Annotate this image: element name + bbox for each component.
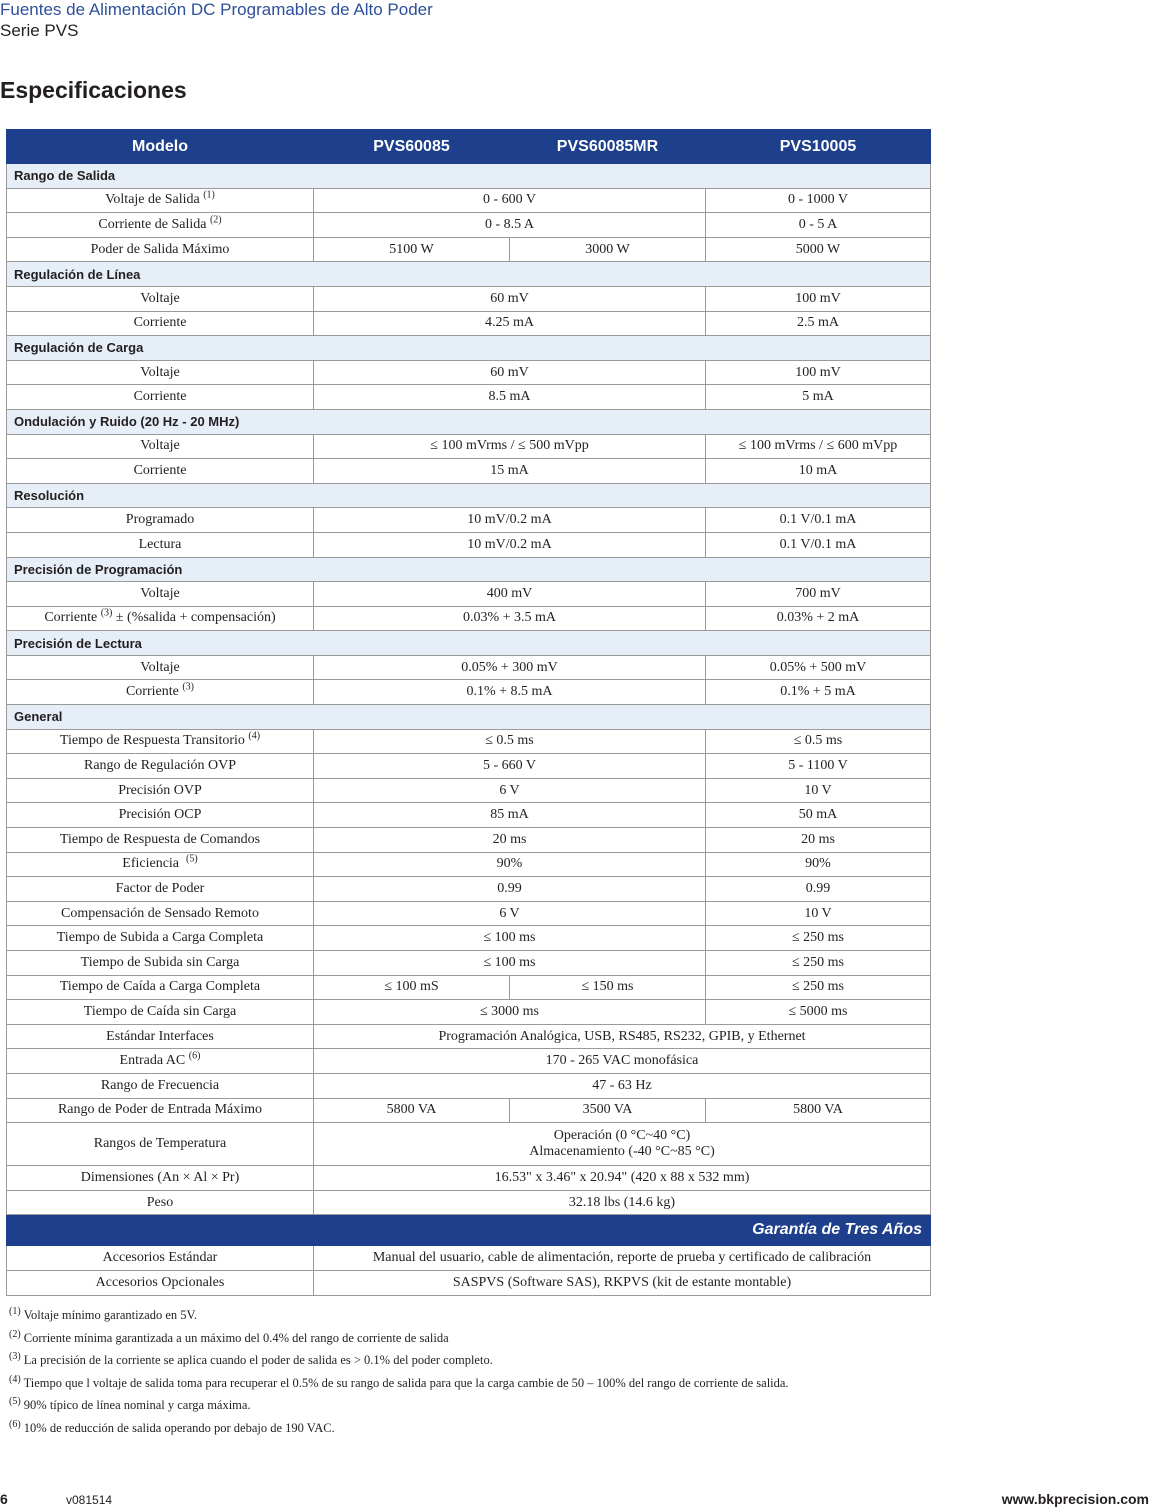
page-title: Especificaciones <box>0 77 187 103</box>
table-row <box>7 1098 931 1123</box>
table-row <box>7 1024 931 1049</box>
footnote-ref: (1) <box>203 189 215 201</box>
table-row <box>7 360 931 385</box>
warranty-row <box>7 1215 931 1246</box>
table-row <box>7 803 931 828</box>
table-row <box>7 582 931 607</box>
footnote-item: $^{(6)}$ 10% de reducción de salida operando por debajo de 190 VAC. <box>9 1418 335 1435</box>
table-row <box>7 508 931 533</box>
footnote-ref: (5) <box>186 853 198 865</box>
cell-value: 3000 W <box>510 237 706 262</box>
cell-value: 2.5 mA <box>706 311 931 336</box>
section-title: Ondulación y Ruido (20 Hz - 20 MHz) <box>7 409 931 434</box>
cell-value: 5 - 1100 V <box>706 754 931 779</box>
cell-value: 100 mV <box>706 360 931 385</box>
cell-value: 0 - 5 A <box>706 213 931 238</box>
cell-value: 50 mA <box>706 803 931 828</box>
cell-value: 0.1 V/0.1 mA <box>706 508 931 533</box>
cell-value: 90% <box>706 852 931 877</box>
document-header-series: Serie PVS <box>0 21 79 40</box>
row-label: Estándar Interfaces <box>7 1024 314 1049</box>
cell-value: ≤ 250 ms <box>706 926 931 951</box>
section-title: Regulación de Línea <box>7 262 931 287</box>
table-row <box>7 680 931 705</box>
cell-value: 10 mV/0.2 mA <box>314 532 706 557</box>
cell-value: ≤ 0.5 ms <box>706 729 931 754</box>
cell-value: ≤ 100 mS <box>314 975 510 1000</box>
footnote-ref: (6) <box>188 1050 201 1062</box>
footnote-item: $^{(1)}$ Voltaje mínimo garantizado en 5V. <box>9 1305 198 1322</box>
table-row <box>7 1049 931 1074</box>
row-label: Rango de Frecuencia <box>7 1073 314 1098</box>
cell-value: ≤ 250 ms <box>706 951 931 976</box>
table-row <box>7 237 931 262</box>
section-row <box>7 557 931 582</box>
row-label: Rango de Poder de Entrada Máximo <box>7 1098 314 1123</box>
cell-value: ≤ 100 ms <box>314 951 706 976</box>
cell-value: 85 mA <box>314 803 706 828</box>
cell-value: 60 mV <box>314 360 706 385</box>
row-label: Voltaje de Salida $^{(1)}$ <box>7 188 314 213</box>
cell-value: 10 mV/0.2 mA <box>314 508 706 533</box>
website-link[interactable]: www.bkprecision.com <box>1001 1491 1149 1507</box>
row-label: Tiempo de Respuesta de Comandos <box>7 828 314 853</box>
cell-value: 0 - 1000 V <box>706 188 931 213</box>
cell-value: ≤ 5000 ms <box>706 1000 931 1025</box>
cell-value: 5 mA <box>706 385 931 410</box>
row-label: Voltaje <box>7 360 314 385</box>
row-label: Rango de Regulación OVP <box>7 754 314 779</box>
cell-value: 0.03% + 3.5 mA <box>314 606 706 631</box>
cell-value: 700 mV <box>706 582 931 607</box>
row-label: Precisión OVP <box>7 778 314 803</box>
section-title: Resolución <box>7 483 931 508</box>
cell-value: ≤ 100 mVrms / ≤ 500 mVpp <box>314 434 706 459</box>
row-label: Corriente <box>7 385 314 410</box>
row-label: Eficiencia $^{(5)}$ <box>7 852 314 877</box>
cell-value: 32.18 lbs (14.6 kg) <box>314 1190 931 1215</box>
table-row <box>7 1246 931 1271</box>
table-row <box>7 213 931 238</box>
cell-value: SASPVS (Software SAS), RKPVS (kit de estante montable) <box>314 1270 931 1295</box>
row-label: Programado <box>7 508 314 533</box>
footnote-item: $^{(3)}$ La precisión de la corriente se aplica cuando el poder de salida es > 0.1% del poder completo. <box>9 1350 493 1367</box>
table-row <box>7 754 931 779</box>
cell-value: 5 - 660 V <box>314 754 706 779</box>
footnote-item: $^{(4)}$ Tiempo que l voltaje de salida toma para recuperar el 0.5% de su rango de salida para que la carga cambie de 50 – 100% del rango de corriente de salida. <box>9 1373 789 1390</box>
table-row <box>7 188 931 213</box>
cell-value: Manual del usuario, cable de alimentación, reporte de prueba y certificado de calibración <box>314 1246 931 1271</box>
table-row <box>7 852 931 877</box>
row-label: Tiempo de Caída a Carga Completa <box>7 975 314 1000</box>
cell-value: 0.1% + 8.5 mA <box>314 680 706 705</box>
cell-value: ≤ 100 mVrms / ≤ 600 mVpp <box>706 434 931 459</box>
cell-value: 0 - 8.5 A <box>314 213 706 238</box>
row-label: Voltaje <box>7 655 314 680</box>
row-label: Tiempo de Subida a Carga Completa <box>7 926 314 951</box>
row-label: Tiempo de Respuesta Transitorio $^{(4)}$ <box>7 729 314 754</box>
cell-value: 100 mV <box>706 286 931 311</box>
row-label: Corriente <box>7 311 314 336</box>
cell-value: ≤ 100 ms <box>314 926 706 951</box>
section-row <box>7 262 931 287</box>
section-title: Rango de Salida <box>7 164 931 189</box>
cell-value: 10 V <box>706 778 931 803</box>
table-row <box>7 1000 931 1025</box>
table-row <box>7 1123 931 1166</box>
header-modelo: Modelo <box>7 130 314 164</box>
cell-value: 0.1% + 5 mA <box>706 680 931 705</box>
document-header-title: Fuentes de Alimentación DC Programables de Alto Poder <box>0 0 433 19</box>
table-row <box>7 655 931 680</box>
row-label: Corriente de Salida $^{(2)}$ <box>7 213 314 238</box>
section-title: General <box>7 705 931 730</box>
cell-value: ≤ 150 ms <box>510 975 706 1000</box>
cell-value: 4.25 mA <box>314 311 706 336</box>
table-row <box>7 926 931 951</box>
section-row <box>7 705 931 730</box>
cell-value: 0.99 <box>314 877 706 902</box>
table-row <box>7 877 931 902</box>
cell-value: 90% <box>314 852 706 877</box>
footnote-item: $^{(2)}$ Corriente mínima garantizada a un máximo del 0.4% del rango de corriente de salida <box>9 1328 449 1345</box>
cell-value: 0.05% + 500 mV <box>706 655 931 680</box>
cell-value: 60 mV <box>314 286 706 311</box>
cell-value: 0.1 V/0.1 mA <box>706 532 931 557</box>
table-row <box>7 459 931 484</box>
row-label: Factor de Poder <box>7 877 314 902</box>
cell-value: 47 - 63 Hz <box>314 1073 931 1098</box>
footnote-ref: (3) <box>100 607 113 619</box>
cell-value: 15 mA <box>314 459 706 484</box>
section-row <box>7 164 931 189</box>
cell-value: ≤ 0.5 ms <box>314 729 706 754</box>
footnote-ref: (4) <box>248 730 261 742</box>
cell-value: 10 mA <box>706 459 931 484</box>
row-label: Rangos de Temperatura <box>7 1123 314 1166</box>
cell-value: 5800 VA <box>314 1098 510 1123</box>
cell-value: 20 ms <box>314 828 706 853</box>
row-label: Lectura <box>7 532 314 557</box>
row-label: Peso <box>7 1190 314 1215</box>
footnotes <box>9 1304 789 1439</box>
table-row <box>7 286 931 311</box>
cell-value: 0.05% + 300 mV <box>314 655 706 680</box>
row-label: Voltaje <box>7 582 314 607</box>
row-label: Tiempo de Subida sin Carga <box>7 951 314 976</box>
table-row <box>7 729 931 754</box>
row-label: Voltaje <box>7 286 314 311</box>
row-label: Corriente <box>7 459 314 484</box>
footnote-ref: (3) <box>182 681 195 693</box>
cell-value: 10 V <box>706 901 931 926</box>
header-pvs60085: PVS60085 <box>314 130 510 164</box>
table-row <box>7 1166 931 1191</box>
section-row <box>7 409 931 434</box>
warranty-banner: Garantía de Tres Años <box>7 1215 931 1246</box>
footnote-ref: (2) <box>209 214 222 226</box>
page-number: 6 <box>0 1491 8 1507</box>
cell-value: 6 V <box>314 778 706 803</box>
table-row <box>7 1073 931 1098</box>
row-label: Compensación de Sensado Remoto <box>7 901 314 926</box>
header-pvs60085mr: PVS60085MR <box>510 130 706 164</box>
row-label: Dimensiones (An × Al × Pr) <box>7 1166 314 1191</box>
cell-value: 16.53" x 3.46" x 20.94" (420 x 88 x 532 mm) <box>314 1166 931 1191</box>
header-pvs10005: PVS10005 <box>706 130 931 164</box>
cell-value: 5100 W <box>314 237 510 262</box>
cell-value: Programación Analógica, USB, RS485, RS232, GPIB, y Ethernet <box>314 1024 931 1049</box>
cell-value: 0.03% + 2 mA <box>706 606 931 631</box>
cell-value: 6 V <box>314 901 706 926</box>
row-label: Accesorios Estándar <box>7 1246 314 1271</box>
table-row <box>7 434 931 459</box>
table-row <box>7 532 931 557</box>
version-code: v081514 <box>66 1493 113 1507</box>
cell-value: 5800 VA <box>706 1098 931 1123</box>
specifications-table <box>6 129 931 1296</box>
section-row <box>7 336 931 361</box>
table-header-row <box>7 130 931 164</box>
table-row <box>7 311 931 336</box>
row-label: Accesorios Opcionales <box>7 1270 314 1295</box>
table-row <box>7 1190 931 1215</box>
section-row <box>7 483 931 508</box>
table-row <box>7 951 931 976</box>
row-label: Entrada AC $^{(6)}$ <box>7 1049 314 1074</box>
table-row <box>7 385 931 410</box>
table-row <box>7 1270 931 1295</box>
section-row <box>7 631 931 656</box>
cell-value: 0.99 <box>706 877 931 902</box>
row-label: Precisión OCP <box>7 803 314 828</box>
table-row <box>7 606 931 631</box>
cell-value: Operación (0 °C~40 °C) Almacenamiento (-40 °C~85 °C) <box>314 1123 931 1166</box>
cell-value: 400 mV <box>314 582 706 607</box>
section-title: Precisión de Lectura <box>7 631 931 656</box>
cell-value: 5000 W <box>706 237 931 262</box>
table-row <box>7 901 931 926</box>
footnote-item: $^{(5)}$ 90% típico de línea nominal y carga máxima. <box>9 1395 251 1412</box>
cell-value: 20 ms <box>706 828 931 853</box>
cell-value: ≤ 250 ms <box>706 975 931 1000</box>
cell-value: 8.5 mA <box>314 385 706 410</box>
table-row <box>7 828 931 853</box>
row-label: Poder de Salida Máximo <box>7 237 314 262</box>
table-row <box>7 778 931 803</box>
section-title: Regulación de Carga <box>7 336 931 361</box>
row-label: Corriente $^{(3)}$ ± (%salida + compensación) <box>7 606 314 631</box>
section-title: Precisión de Programación <box>7 557 931 582</box>
cell-value: ≤ 3000 ms <box>314 1000 706 1025</box>
row-label: Voltaje <box>7 434 314 459</box>
row-label: Corriente $^{(3)}$ <box>7 680 314 705</box>
cell-value: 3500 VA <box>510 1098 706 1123</box>
cell-value: 170 - 265 VAC monofásica <box>314 1049 931 1074</box>
row-label: Tiempo de Caída sin Carga <box>7 1000 314 1025</box>
table-row <box>7 975 931 1000</box>
cell-value: 0 - 600 V <box>314 188 706 213</box>
